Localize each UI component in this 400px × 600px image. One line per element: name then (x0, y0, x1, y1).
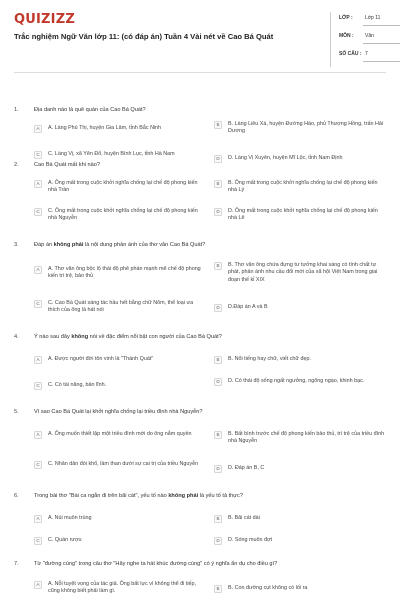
option-letter: B (214, 585, 222, 593)
meta-grade-label: LỚP : (339, 15, 353, 21)
option-letter: D (214, 537, 222, 545)
question-number: 5. (14, 409, 19, 415)
option-letter: B (214, 180, 222, 188)
header-divider (14, 72, 386, 73)
question-number: 7. (14, 561, 19, 567)
question-text: Trong bài thơ "Bài ca ngắn đi trên bãi cát", yếu tố nào không phải là yếu tố tả thực? (34, 493, 243, 499)
option-letter: A (34, 266, 42, 274)
meta-subject-value: Văn (365, 33, 374, 39)
option-text: D. Sóng muôn đợt (228, 537, 272, 543)
option-letter: A (34, 356, 42, 364)
option-letter: B (214, 262, 222, 270)
option-letter: D (214, 465, 222, 473)
option-letter: C (34, 151, 42, 159)
option-text: C. Nhân dân đói khổ, lầm than dưới sự cai trị của triều Nguyễn (48, 461, 199, 467)
option-letter: A (34, 431, 42, 439)
document-header (14, 12, 386, 67)
option-letter: B (214, 356, 222, 364)
meta-count-label: SỐ CÂU : (339, 51, 362, 57)
option-letter: C (34, 461, 42, 469)
meta-subject (339, 30, 400, 44)
option-letter: D (214, 208, 222, 216)
meta-count (339, 48, 400, 62)
option-text: A. Núi muôn trùng (48, 515, 92, 521)
document-title: Trắc nghiệm Ngữ Văn lớp 11: (có đáp án) Tuần 4 Vài nét về Cao Bá Quát (14, 32, 274, 41)
option-text: D. Có thái độ sống ngất ngưởng, ngông ngạo, khinh bạc. (228, 378, 365, 384)
option-text: D. Làng Vị Xuyên, huyện Mĩ Lộc, tỉnh Nam Định (228, 155, 343, 161)
option-text: A. Làng Phú Thị, huyện Gia Lâm, tỉnh Bắc Ninh (48, 125, 162, 131)
question-text: Từ "đường cùng" trong câu thơ "Hãy nghe ta hát khúc đường cùng" có ý nghĩa ẩn dụ cho điều gì? (34, 561, 278, 567)
option-text: B. Làng Liêu Xá, huyện Đường Hào, phủ Thượng Hồng, trấn Hải Dương (228, 121, 384, 135)
question-text: Đáp án không phải là nội dung phản ánh của thơ văn Cao Bá Quát? (34, 242, 206, 248)
option-text: B. Nổi tiếng hay chữ, viết chữ đẹp. (228, 356, 312, 362)
question-number: 1. (14, 107, 19, 113)
option-letter: A (34, 581, 42, 589)
option-letter: A (34, 180, 42, 188)
quizizz-logo: QUIZIZZ (14, 12, 75, 27)
option-letter: B (214, 431, 222, 439)
option-text: A. Ông mất trong cuộc khởi nghĩa chống lại chế độ phong kiến nhà Trần (48, 180, 198, 194)
option-text: B. Bất bình trước chế độ phong kiến bảo thủ, trì trệ của triều đình nhà Nguyễn (228, 431, 385, 445)
option-text: C. Ông mất trong cuộc khởi nghĩa chống lại chế độ phong kiến nhà Nguyễn (48, 208, 198, 222)
option-text: B. Ông mất trong cuộc khởi nghĩa chống lại chế độ phong kiến nhà Lý (228, 180, 378, 194)
option-letter: D (214, 378, 222, 386)
option-letter: B (214, 515, 222, 523)
option-text: C. Có tài năng, bản lĩnh. (48, 382, 107, 388)
meta-grade (339, 12, 400, 26)
option-text: A. Thơ văn ông bộc lộ thái độ phê phán mạnh mẽ chế độ phong kiến trì trệ, bảo thủ (48, 266, 201, 280)
question-text: Vì sao Cao Bá Quát lại khởi nghĩa chống lại triều đình nhà Nguyễn? (34, 409, 203, 415)
meta-grade-value: Lớp 11 (365, 15, 381, 21)
question-number: 4. (14, 334, 19, 340)
question-number: 2. (14, 162, 19, 168)
option-letter: C (34, 382, 42, 390)
option-text: D.Đáp án A và B (228, 304, 268, 310)
option-text: C. Quán rượu (48, 537, 82, 543)
question-text: Ý nào sau đây không nói về đặc điểm nổi bật con người của Cao Bá Quát? (34, 334, 222, 340)
option-letter: C (34, 537, 42, 545)
question-text: Địa danh nào là quê quán của Cao Bá Quát? (34, 107, 146, 113)
meta-box (330, 12, 400, 67)
option-text: A. Được người đời tôn vinh là "Thánh Quát" (48, 356, 154, 362)
option-letter: C (34, 300, 42, 308)
meta-count-value: 7 (365, 51, 368, 57)
option-letter: D (214, 155, 222, 163)
question-text: Cao Bá Quát mất khi nào? (34, 162, 100, 168)
option-text: C. Làng Vị, xã Yên Đổ, huyện Bình Lục, tỉnh Hà Nam (48, 151, 175, 157)
option-text: A. Ông muốn thiết lập một triều đình mới do ông nắm quyền (48, 431, 192, 437)
option-letter: A (34, 125, 42, 133)
option-text: A. Nỗi tuyệt vọng của tác giả. Ông bất lực vì không thể đi tiếp, cũng không biết phải làm gì. (48, 581, 197, 595)
meta-subject-label: MÔN : (339, 33, 354, 39)
question-number: 6. (14, 493, 19, 499)
option-letter: B (214, 121, 222, 129)
option-text: B. Bãi cát dài (228, 515, 260, 521)
option-text: B. Thơ văn ông chứa đựng tư tưởng khai sáng có tính chất tự phát, phản ánh nhu cầu đổi mới của xã hội Việt Nam trong giai đoạn thế kỉ XIX (228, 262, 378, 283)
option-text: C. Cao Bá Quát sáng tác hầu hết bằng chữ Nôm, thể loại ưa thích của ông là hát nói (48, 300, 194, 314)
option-letter: D (214, 304, 222, 312)
option-letter: C (34, 208, 42, 216)
option-text: B. Con đường cụt không có lối ra (228, 585, 308, 591)
option-text: D. Ông mất trong cuộc khởi nghĩa chống lại chế độ phong kiến nhà Lê (228, 208, 378, 222)
question-number: 3. (14, 242, 19, 248)
option-letter: A (34, 515, 42, 523)
option-text: D. Đáp án B, C (228, 465, 265, 471)
